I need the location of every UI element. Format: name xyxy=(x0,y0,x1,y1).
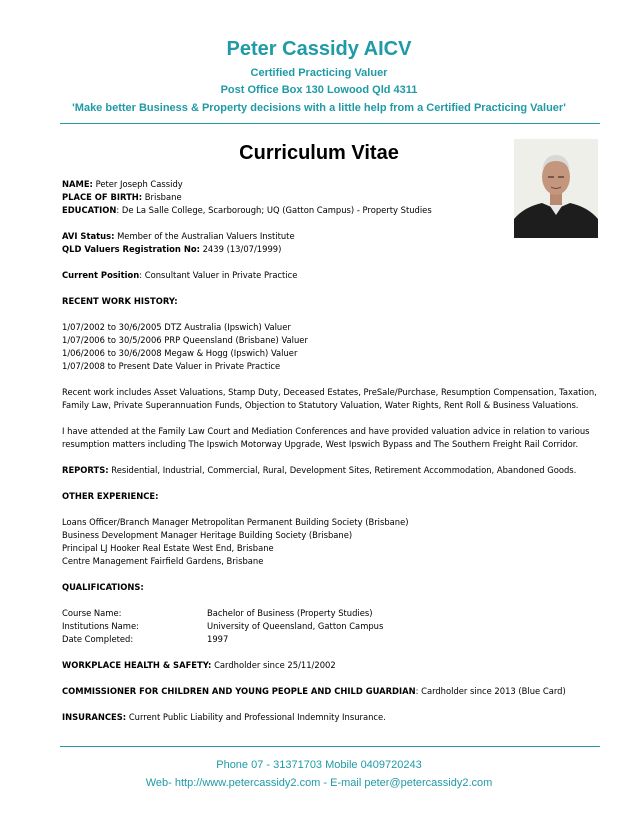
header-address: Post Office Box 130 Lowood Qld 4311 xyxy=(220,84,418,96)
other-experience-heading: OTHER EXPERIENCE: xyxy=(62,491,159,501)
work-history-item: 1/07/2006 to 30/5/2006 PRP Queensland (Brisbane) Valuer xyxy=(62,335,308,345)
header-divider xyxy=(60,123,600,124)
qualification-row: Date Completed: 1997 xyxy=(62,634,229,644)
other-experience-item: Business Development Manager Heritage Building Society (Brisbane) xyxy=(62,530,353,540)
header-name: Peter Cassidy AICV xyxy=(226,38,412,60)
recent-work-summary: Recent work includes Asset Valuations, Stamp Duty, Deceased Estates, PreSale/Purchase, Resumption Compensation, Taxation, Family Law, Private Superannuation Funds, Objection to Statutory Valuation, Water Rights, Rent Roll & Business Valuations. xyxy=(62,387,597,410)
work-history-item: 1/06/2006 to 30/6/2008 Megaw & Hogg (Ipswich) Valuer xyxy=(62,348,298,358)
whs-card: WORKPLACE HEALTH & SAFETY: Cardholder since 25/11/2002 xyxy=(62,660,336,670)
personal-name: NAME: Peter Joseph Cassidy xyxy=(62,179,183,189)
header-tagline: 'Make better Business & Property decisions with a little help from a Certified Practicing Valuer' xyxy=(72,102,566,114)
personal-birthplace: PLACE OF BIRTH: Brisbane xyxy=(62,192,182,202)
avi-status: AVI Status: Member of the Australian Valuers Institute xyxy=(62,231,295,241)
header-title: Certified Practicing Valuer xyxy=(250,67,388,79)
footer-web-email: Web- http://www.petercassidy2.com - E-mail peter@petercassidy2.com xyxy=(145,777,493,789)
qualification-row: Course Name: Bachelor of Business (Property Studies) xyxy=(62,608,373,618)
other-experience-item: Principal LJ Hooker Real Estate West End, Brisbane xyxy=(62,543,274,553)
recent-work-heading: RECENT WORK HISTORY: xyxy=(62,296,178,306)
footer-divider xyxy=(60,746,600,747)
court-experience: I have attended at the Family Law Court and Mediation Conferences and have provided valuation advice in relation to various resumption matters including The Ipswich Motorway Upgrade, West Ipswich Bypass and The Southern Freight Rail Corridor. xyxy=(62,426,590,449)
other-experience-item: Loans Officer/Branch Manager Metropolitan Permanent Building Society (Brisbane) xyxy=(62,517,409,527)
qualifications-heading: QUALIFICATIONS: xyxy=(62,582,144,592)
footer-phone: Phone 07 - 31371703 Mobile 0409720243 xyxy=(216,759,422,771)
current-position: Current Position: Consultant Valuer in Private Practice xyxy=(62,270,298,280)
personal-education: EDUCATION: De La Salle College, Scarborough; UQ (Gatton Campus) - Property Studies xyxy=(62,205,432,215)
work-history-item: 1/07/2008 to Present Date Valuer in Private Practice xyxy=(62,361,281,371)
cv-content xyxy=(62,178,602,724)
other-experience-item: Centre Management Fairfield Gardens, Brisbane xyxy=(62,556,264,566)
qld-registration: QLD Valuers Registration No: 2439 (13/07/1999) xyxy=(62,244,282,254)
qualification-row: Institutions Name: University of Queensland, Gatton Campus xyxy=(62,621,384,631)
cv-title: Curriculum Vitae xyxy=(239,142,399,164)
reports: REPORTS: Residential, Industrial, Commercial, Rural, Development Sites, Retirement Accommodation, Abandoned Goods. xyxy=(62,465,577,475)
blue-card: COMMISSIONER FOR CHILDREN AND YOUNG PEOPLE AND CHILD GUARDIAN: Cardholder since 2013 (Blue Card) xyxy=(62,686,566,696)
work-history-item: 1/07/2002 to 30/6/2005 DTZ Australia (Ipswich) Valuer xyxy=(62,322,291,332)
insurances: INSURANCES: Current Public Liability and Professional Indemnity Insurance. xyxy=(62,712,386,722)
